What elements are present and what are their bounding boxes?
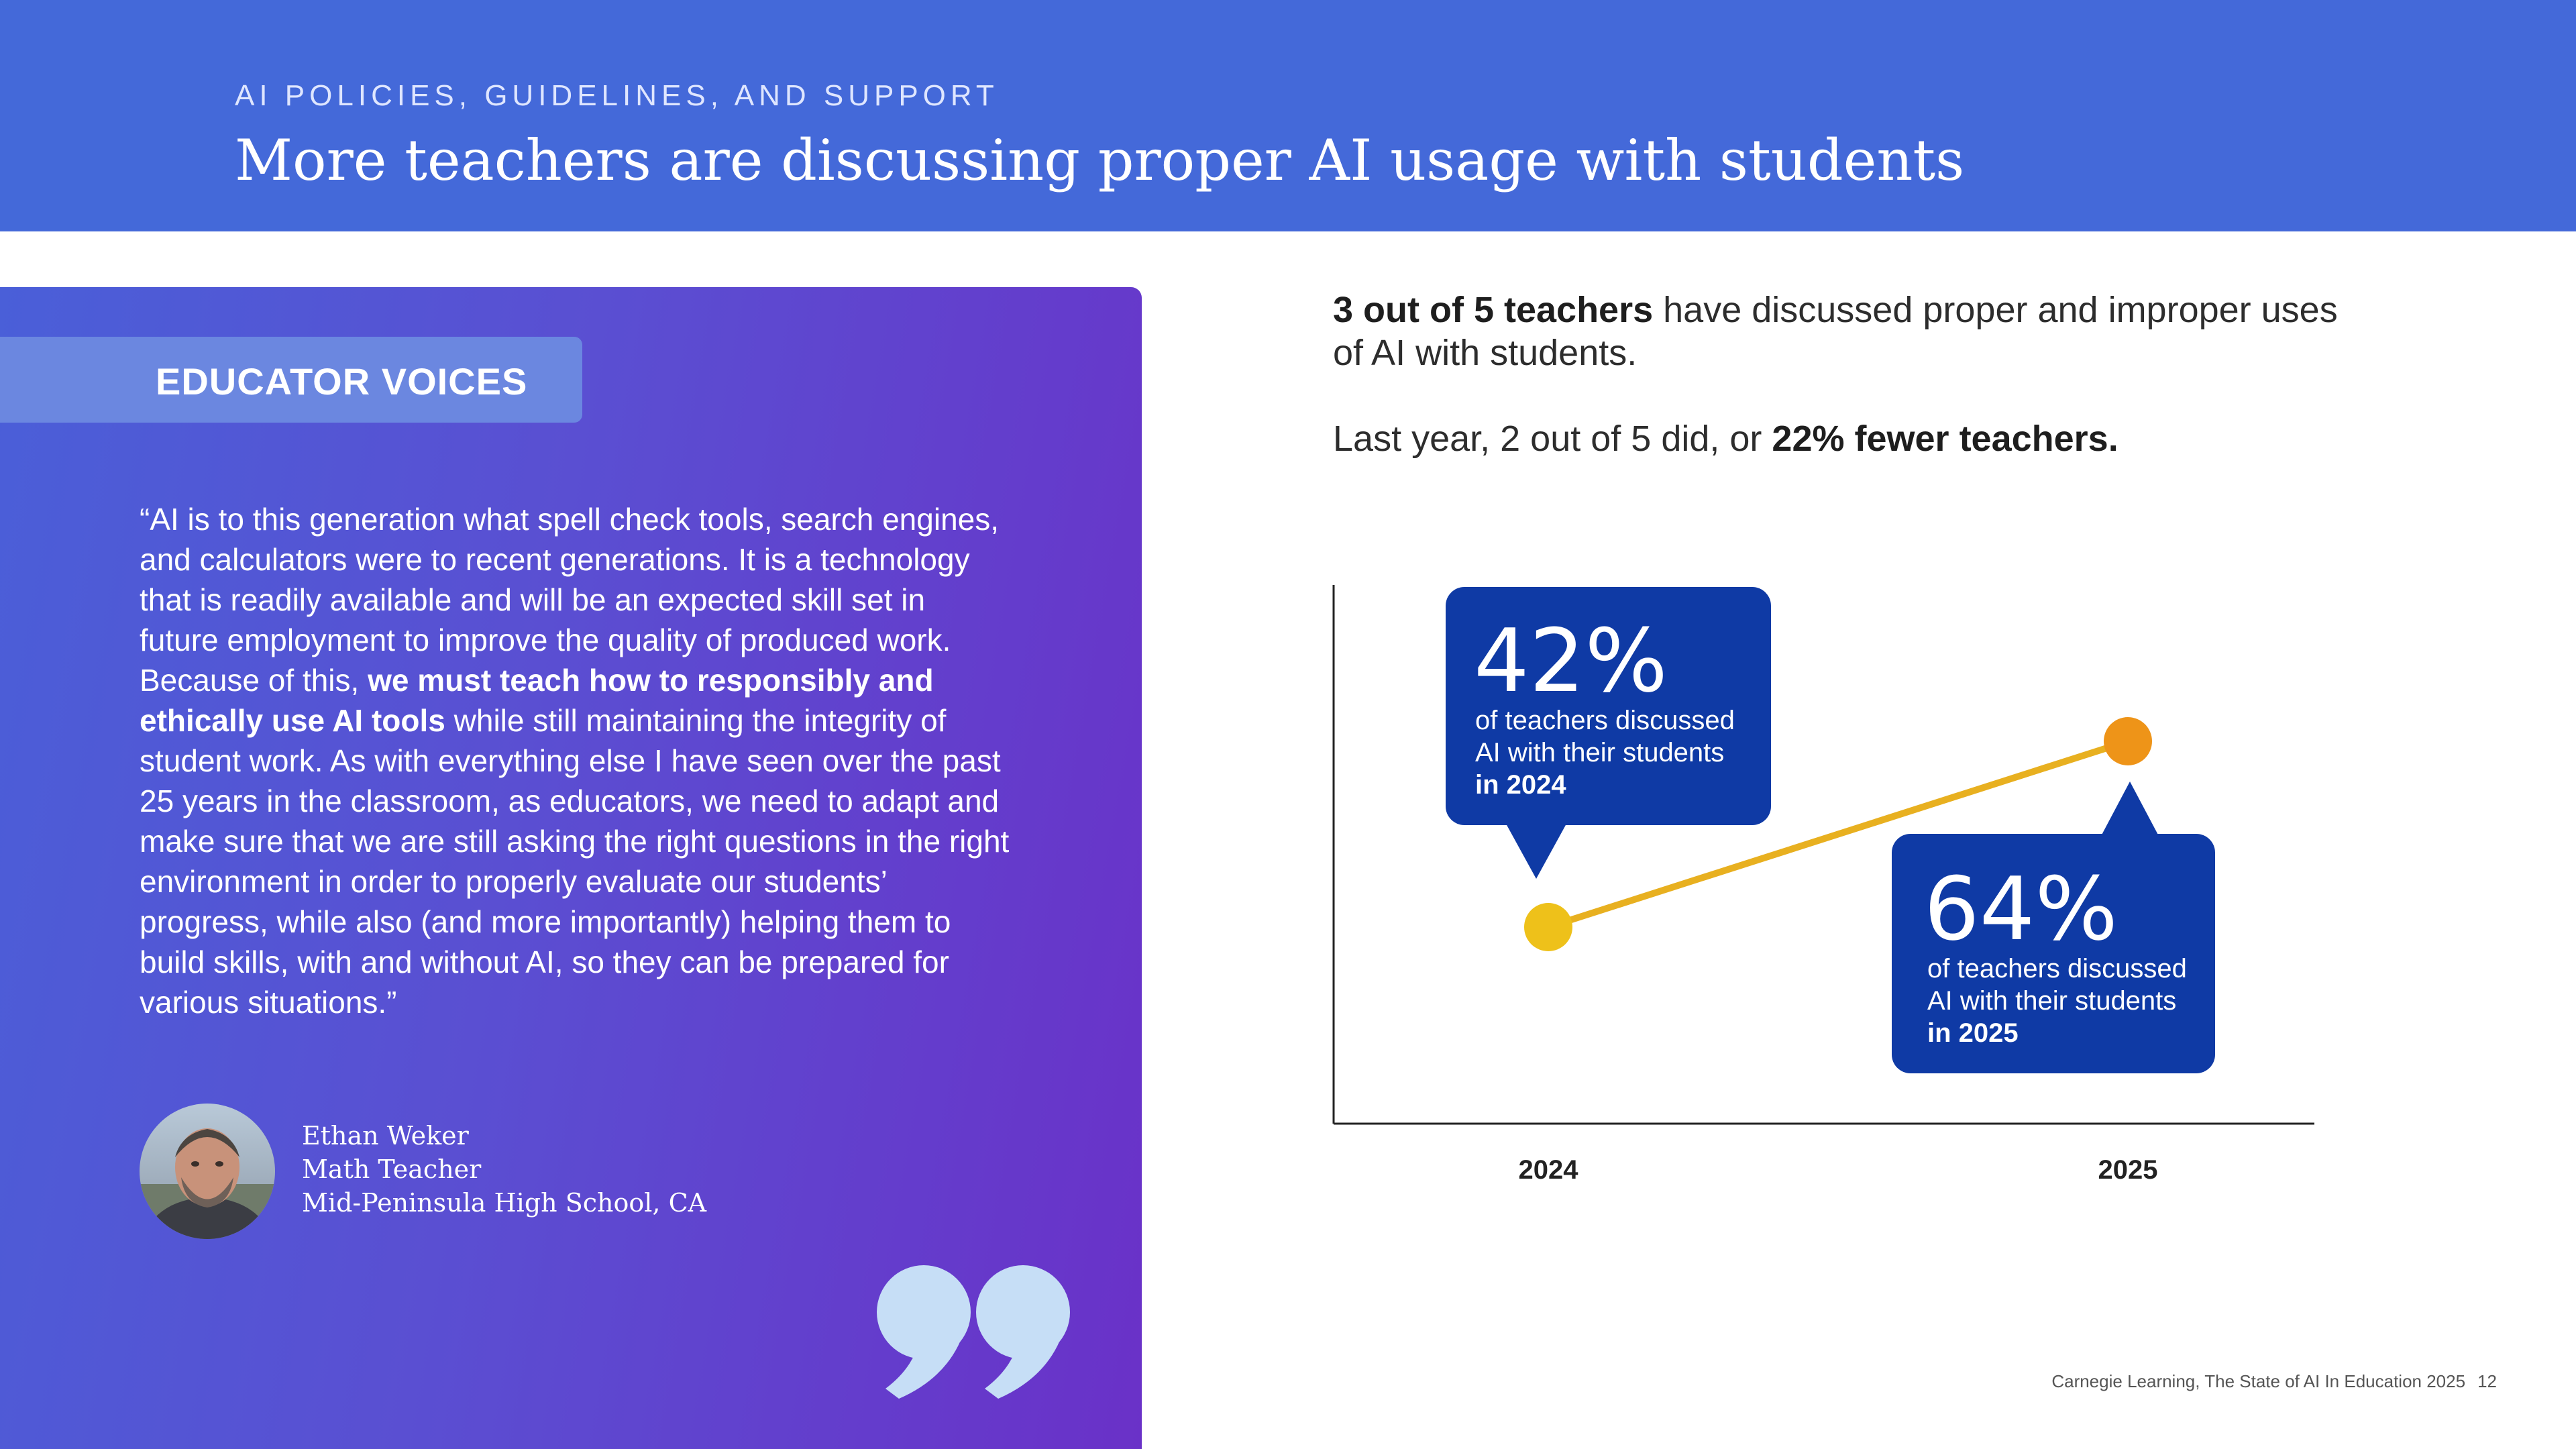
educator-quote [140, 499, 1012, 1022]
callout-2025-line1: of teachers discussed [1927, 954, 2187, 983]
quote-text-bold: we must teach how to responsibly and ethically use AI tools [140, 663, 934, 738]
section-eyebrow: AI POLICIES, GUIDELINES, AND SUPPORT [235, 79, 999, 112]
educator-name: Ethan Weker [302, 1121, 469, 1150]
educator-school: Mid-Peninsula High School, CA [302, 1188, 707, 1218]
educator-role: Math Teacher [302, 1155, 482, 1184]
x-tick-2025: 2025 [2098, 1155, 2158, 1185]
summary-line2 [1333, 417, 2339, 460]
callout-2025 [1892, 782, 2215, 1073]
callout-2024-line1: of teachers discussed [1475, 706, 1735, 735]
callout-2025-line2: AI with their students [1927, 986, 2177, 1016]
summary-line2-bold: 22% fewer teachers. [1772, 419, 2118, 459]
footer-source: Carnegie Learning, The State of AI In Education 2025 [2051, 1371, 2466, 1391]
callout-2025-year: in 2025 [1927, 1018, 2019, 1048]
header-band [0, 0, 2576, 231]
page-number: 12 [2477, 1371, 2497, 1391]
callout-2024-value: 42% [1474, 610, 1668, 712]
summary-line2-pre: Last year, 2 out of 5 did, or [1333, 419, 1772, 459]
summary-line1 [1333, 288, 2339, 374]
summary-text [1333, 288, 2339, 460]
callout-2025-value: 64% [1924, 858, 2118, 960]
callout-2024-year: in 2024 [1475, 770, 1566, 800]
data-point-2025 [2104, 717, 2152, 765]
avatar-photo [140, 1104, 275, 1239]
avatar [140, 1104, 275, 1239]
quote-text-part1: “AI is to this generation what spell check tools, search engines, and calculators were to recent generations. It is a technology that is readily available and will be an expected skill set in future employment to improve the quality of produced work. Because of this, [140, 502, 1000, 698]
page-title: More teachers are discussing proper AI usage with students [235, 127, 1965, 193]
quote-mark-icon [872, 1261, 1087, 1402]
callout-2024 [1446, 587, 1771, 879]
quote-text-part2: while still maintaining the integrity of student work. As with everything else I have seen over the past 25 years in the classroom, as educators, we need to adapt and make sure that we are still asking the right questions in the right environment in order to properly evaluate our students’ progress, while also (and more importantly) helping them to build skills, with and without AI, so they can be prepared for various situations.” [140, 703, 1010, 1020]
attribution [302, 1119, 706, 1220]
callout-2025-pointer [2100, 782, 2160, 839]
callout-2024-pointer [1506, 824, 1566, 879]
callout-2024-line2: AI with their students [1475, 738, 1725, 767]
summary-line1-bold: 3 out of 5 teachers [1333, 290, 1654, 330]
data-point-2024 [1524, 903, 1572, 951]
summary-line1-rest: have discussed proper and improper uses of AI with students. [1333, 290, 2338, 373]
educator-voices-label: EDUCATOR VOICES [156, 360, 528, 402]
footer [2039, 1371, 2497, 1392]
x-tick-2024: 2024 [1518, 1155, 1578, 1185]
